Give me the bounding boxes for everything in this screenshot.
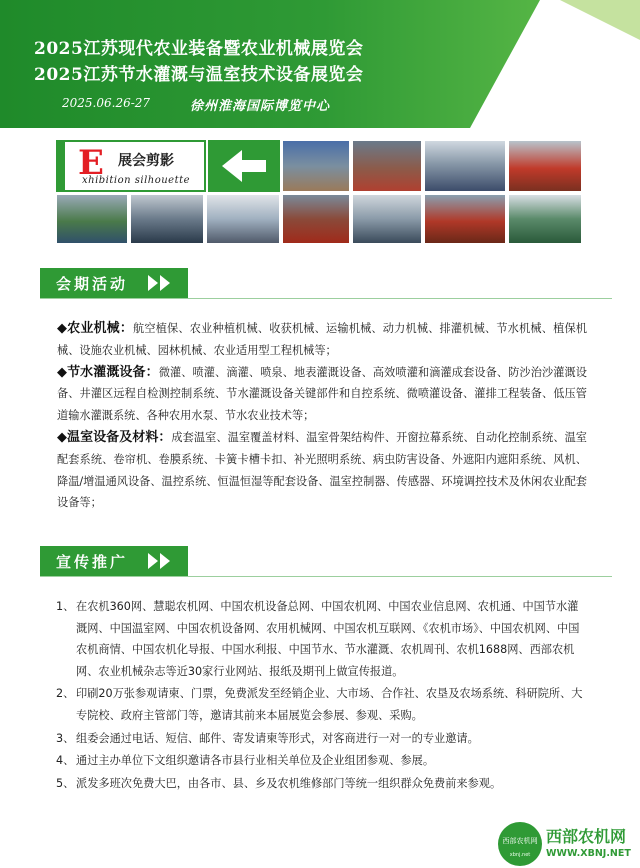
exhibition-photo [508, 140, 582, 192]
double-chevron-right-icon [148, 553, 174, 569]
exhibition-photo [424, 194, 506, 244]
double-chevron-right-icon [148, 275, 174, 291]
promotion-item [56, 773, 586, 795]
activity-category: ◆温室设备及材料： [57, 429, 172, 445]
exhibition-photo [206, 194, 280, 244]
promotion-text: 在农机360网、慧聪农机网、中国农机设备总网、中国农机网、中国农业信息网、农机通、中国节水灌溉网、中国温室网、中国农机设备网、农用机械网、中国农机互联网、《农机市场》、中国农机网、中国农机商情、中国农机化导报、中国水利报、中国节水、节水灌溉、农机周刊、农机1688网、西部农机网、农业机械杂志等近30家行业网站、报纸及期刊上做宣传报道。 [76, 600, 580, 678]
section-divider [40, 298, 612, 299]
exhibition-photo-collage [56, 140, 582, 244]
exhibition-date: 2025.06.26-27 [62, 96, 151, 110]
exhibition-photo [282, 194, 350, 244]
promotion-text: 印刷20万张参观请柬、门票，免费派发至经销企业、大市场、合作社、农垦及农场系统、科研院所、大专院校、政府主管部门等，邀请其前来本届展览会参展、参观、采购。 [76, 687, 583, 722]
promotion-number: 5、 [56, 776, 75, 790]
activity-item [57, 362, 587, 427]
promotion-section-title: 宣传推广 [56, 553, 129, 571]
site-watermark [498, 822, 640, 868]
section-divider [40, 576, 612, 577]
activity-text: 航空植保、农业种植机械、收获机械、运输机械、动力机械、排灌机械、节水机械、植保机械、设施农业机械、园林机械、农业适用型工程机械等； [57, 322, 587, 357]
promotion-number: 2、 [56, 687, 75, 701]
exhibition-photo [352, 194, 422, 244]
badge-en-label: xhibition silhouette [82, 175, 191, 186]
promotion-item [56, 596, 586, 682]
activity-category: ◆农业机械： [57, 321, 133, 336]
exhibition-silhouette-badge [56, 140, 206, 192]
exhibition-photo [508, 194, 582, 244]
badge-letter: E [78, 143, 104, 183]
exhibition-photo [424, 140, 506, 192]
promotion-item [56, 750, 586, 772]
badge-cn-label: 展会剪影 [118, 153, 174, 169]
watermark-name: 西部农机网 [546, 827, 627, 846]
activity-text: 微灌、喷灌、滴灌、喷泉、地表灌溉设备、高效喷灌和滴灌成套设备、防沙治沙灌溉设备、井灌区远程自检测控制系统、节水灌溉设备关键部件和自控系统、微喷灌设备、灌排工程装备、低压管道输水灌溉系统、各种农用水泵、节水农业技术等； [57, 365, 587, 423]
promotion-section-header [40, 546, 188, 576]
promotion-text: 派发多班次免费大巴，由各市、县、乡及农机维修部门等统一组织群众免费前来参观。 [76, 776, 502, 790]
activity-text: 成套温室、温室覆盖材料、温室骨架结构件、开窗拉幕系统、自动化控制系统、温室配套系统、卷帘机、卷膜系统、卡簧卡槽卡扣、补光照明系统、病虫防害设备、外遮阳内遮阳系统、风机、降温/增温通风设备、温控系统、恒温恒湿等配套设备、温室控制器、传感器、环境调控技术及休闲农业配套设备等； [57, 430, 587, 510]
promotion-list [56, 596, 586, 795]
activities-section-header [40, 268, 188, 298]
activity-item [57, 318, 587, 362]
watermark-url: WWW.XBNJ.NET [546, 848, 631, 859]
activities-list [57, 318, 587, 514]
arrow-left-icon [208, 140, 280, 192]
exhibition-venue: 徐州淮海国际博览中心 [190, 99, 331, 114]
promotion-item [56, 728, 586, 750]
activity-item [57, 427, 587, 514]
badge-accent-bar [58, 142, 65, 190]
activities-section-title: 会期活动 [56, 275, 129, 293]
exhibition-photo [352, 140, 422, 192]
promotion-number: 3、 [56, 731, 75, 745]
watermark-logo [498, 822, 542, 866]
watermark-logo-sub: xbnj.net [509, 852, 531, 858]
exhibition-photo [130, 194, 204, 244]
activity-category: ◆节水灌溉设备： [57, 364, 159, 380]
header-banner [0, 0, 640, 128]
promotion-number: 4、 [56, 754, 75, 768]
promotion-number: 1、 [56, 600, 75, 613]
promotion-text: 通过主办单位下文组织邀请各市县行业相关单位及企业组团参观、参展。 [76, 754, 435, 768]
promotion-item [56, 683, 586, 726]
exhibition-photo [282, 140, 350, 192]
exhibition-photo [56, 194, 128, 244]
promotion-text: 组委会通过电话、短信、邮件、寄发请柬等形式，对客商进行一对一的专业邀请。 [76, 731, 479, 745]
exhibition-title-1: 2025江苏现代农业装备暨农业机械展览会 [34, 39, 364, 59]
exhibition-title-2: 2025江苏节水灌溉与温室技术设备展览会 [34, 65, 364, 85]
watermark-logo-text: 西部农机网 [502, 837, 538, 845]
